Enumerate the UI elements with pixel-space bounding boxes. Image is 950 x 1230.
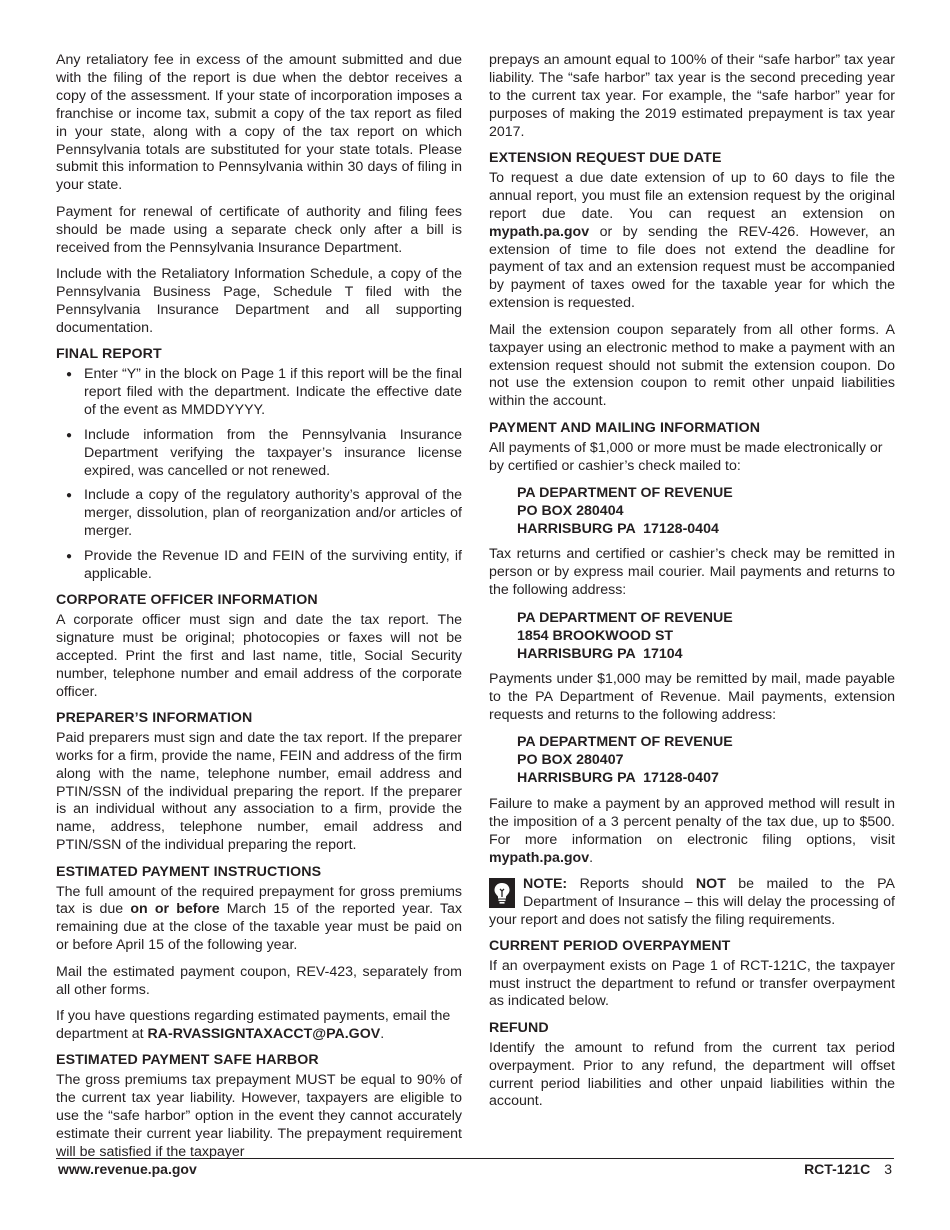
estimated-payment-paragraph-2: Mail the estimated payment coupon, REV-423, separately from all other forms.	[56, 963, 462, 998]
refund-heading: REFUND	[489, 1019, 549, 1036]
payment-paragraph-1: All payments of $1,000 or more must be made electronically or by certified or cashier’s check mailed to:	[489, 439, 883, 474]
payment-paragraph-2: Tax returns and certified or cashier’s check may be remitted in person or by express mail courier. Mail payments and returns to the following address:	[489, 546, 895, 599]
estimated-payment-paragraph-1	[56, 884, 462, 956]
safe-harbor-heading: ESTIMATED PAYMENT SAFE HARBOR	[56, 1052, 319, 1069]
text-segment: or by sending the REV-426. However, an extension of time to file does not extend the deadline for payment of tax and an extension request must be accompanied by payment of taxes owed for the taxable year for which the extension is requested.	[489, 223, 895, 312]
final-report-list	[56, 366, 462, 584]
renewal-payment-paragraph: Payment for renewal of certificate of authority and filing fees should be made using a separate check only after a bill is received from the Pennsylvania Insurance Department.	[56, 203, 462, 256]
text-segment: To request a due date extension of up to 60 days to file the annual report, you must file an extension request by the original report due date. You can request an extension on	[489, 169, 895, 222]
list-item: ● Include a copy of the regulatory authority’s approval of the merger, dissolution, plan of reorganization and/or articles of merger.	[56, 487, 462, 541]
note-block	[489, 876, 895, 930]
extension-paragraph-1	[489, 170, 895, 313]
overpayment-heading: CURRENT PERIOD OVERPAYMENT	[489, 937, 731, 954]
final-report-heading: FINAL REPORT	[56, 346, 162, 363]
extension-heading: EXTENSION REQUEST DUE DATE	[489, 150, 722, 167]
payment-paragraph-4	[489, 796, 895, 868]
refund-text: Identify the amount to refund from the current tax period overpayment. Prior to any refund, the department will offset current period liabilities and other unpaid liabilities within the account.	[489, 1039, 895, 1110]
address-line: PA DEPARTMENT OF REVENUE	[517, 734, 733, 751]
corporate-officer-heading: CORPORATE OFFICER INFORMATION	[56, 591, 318, 608]
address-line: HARRISBURG PA 17128-0404	[517, 520, 719, 537]
address-line: HARRISBURG PA 17104	[517, 645, 683, 662]
corporate-officer-text: A corporate officer must sign and date the tax report. The signature must be original; photocopies or faxes will not be accepted. Print the first and last name, title, Social Security number, telephone number and email address of the corporate officer.	[56, 611, 462, 700]
preparer-text: Paid preparers must sign and date the tax report. If the preparer works for a firm, provide the name, FEIN and address of the firm along with the name, telephone number, email address and PTIN/SSN of the individual preparing the report. If the preparer is an individual without any association to a firm, provide the name, address, telephone number, email address and PTIN/SSN of the individual preparing the report.	[56, 729, 462, 854]
address-line: PO BOX 280404	[517, 502, 624, 519]
text-segment: The full amount of the required prepayment for gross premiums tax is due	[56, 883, 462, 918]
text-segment: be mailed to the PA Department of Insurance – this will delay the processing of your report and does not satisfy the filing requirements.	[489, 876, 895, 928]
overpayment-text: If an overpayment exists on Page 1 of RCT-121C, the taxpayer must instruct the department to refund or transfer overpayment as indicated below.	[489, 957, 895, 1010]
text-segment: .	[589, 849, 594, 866]
estimated-payment-paragraph-3	[56, 1008, 462, 1044]
safe-harbor-continued: prepays an amount equal to 100% of their “safe harbor” tax year liability. The “safe harbor” tax year is the second preceding year to the current tax year. For example, the “safe harbor” year for purposes of making the 2019 estimated prepayment is tax year 2017.	[489, 52, 895, 140]
mypath-link[interactable]: mypath.pa.gov	[489, 223, 590, 240]
retaliatory-fee-paragraph: Any retaliatory fee in excess of the amount submitted and due with the filing of the report is due when the debtor receives a copy of the assessment. If your state of incorporation imposes a franchise or income tax, submit a copy of the tax report as filed in your state, along with a copy of the tax report on which Pennsylvania totals are substituted for your state totals. Please submit this information to Pennsylvania within 30 days of filing in your state.	[56, 52, 462, 194]
text-segment: Reports should	[567, 876, 696, 892]
footer-page-info	[804, 1161, 892, 1177]
mypath-link[interactable]: mypath.pa.gov	[489, 849, 590, 866]
lightbulb-icon	[489, 878, 515, 908]
mailing-address-3	[517, 733, 895, 787]
safe-harbor-text: The gross premiums tax prepayment MUST be equal to 90% of the current tax year liability. However, taxpayers are eligible to use the “safe harbor” option in the event they cannot accurately estimate their current year liability. The prepayment requirement will be satisfied if the taxpayer	[56, 1072, 462, 1160]
email-address: RA-RVASSIGNTAXACCT@PA.GOV	[147, 1025, 381, 1042]
mailing-address-2	[517, 609, 895, 663]
mailing-address-1	[517, 484, 895, 538]
right-column	[489, 52, 895, 1120]
text-segment: March 15 of the reported year. Tax remaining due at the close of the taxable year must be paid on or before April 15 of the following year.	[56, 901, 463, 954]
extension-paragraph-2: Mail the extension coupon separately from all other forms. A taxpayer using an electronic method to make a payment with an extension request should not submit the extension coupon. Do not use the extension coupon to remit other unpaid liabilities within the account.	[489, 321, 895, 410]
estimated-payment-heading: ESTIMATED PAYMENT INSTRUCTIONS	[56, 863, 322, 880]
address-line: HARRISBURG PA 17128-0407	[517, 770, 719, 787]
text-segment: .	[380, 1025, 385, 1042]
text-segment: Failure to make a payment by an approved method will result in the imposition of a 3 percent penalty of the tax due, up to $500. For more information on electronic filing options, visit	[489, 795, 895, 848]
payment-paragraph-3: Payments under $1,000 may be remitted by mail, made payable to the PA Department of Revenue. Mail payments, extension requests and returns to the following address:	[489, 671, 895, 723]
list-item: ● Provide the Revenue ID and FEIN of the surviving entity, if applicable.	[56, 548, 462, 584]
list-item: ● Include information from the Pennsylvania Insurance Department verifying the taxpayer’s insurance license expired, was cancelled or not renewed.	[56, 427, 462, 481]
text-segment: If you have questions regarding estimated payments, email the department at	[56, 1008, 451, 1042]
footer-website[interactable]: www.revenue.pa.gov	[58, 1161, 197, 1177]
preparer-heading: PREPARER’S INFORMATION	[56, 709, 253, 726]
note-label: NOTE:	[523, 876, 568, 892]
retaliatory-schedule-paragraph: Include with the Retaliatory Information Schedule, a copy of the Pennsylvania Business Page, Schedule T filed with the Pennsylvania Insurance Department and all supporting documentation.	[56, 265, 462, 336]
left-column	[56, 52, 462, 1170]
list-item: ● Enter “Y” in the block on Page 1 if this report will be the final report filed with the department. Indicate the effective date of the event as MMDDYYYY.	[56, 366, 462, 420]
address-line: PA DEPARTMENT OF REVENUE	[517, 609, 733, 626]
address-line: 1854 BROOKWOOD ST	[517, 627, 674, 644]
footer-divider	[56, 1158, 894, 1159]
page-number: 3	[884, 1161, 892, 1177]
payment-mailing-heading: PAYMENT AND MAILING INFORMATION	[489, 419, 761, 436]
address-line: PA DEPARTMENT OF REVENUE	[517, 484, 733, 501]
address-line: PO BOX 280407	[517, 752, 624, 769]
emphasis-text: on or before	[130, 901, 220, 918]
form-number: RCT-121C	[804, 1161, 871, 1177]
emphasis-text: NOT	[695, 876, 726, 892]
